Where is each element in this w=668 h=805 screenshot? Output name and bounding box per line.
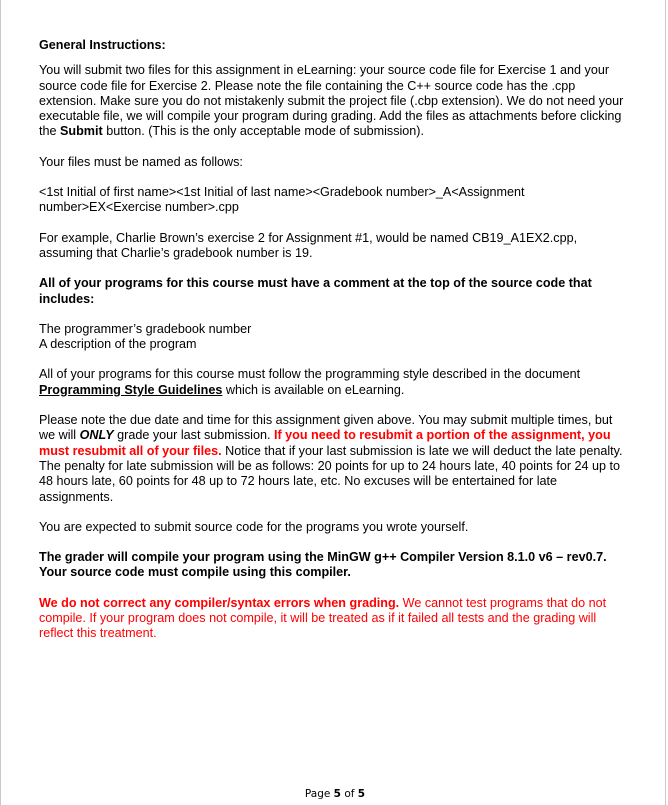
paragraph-style-guidelines: [39, 367, 629, 398]
paragraph-text: We cannot test programs that do not compile. If your program does not compile, it will be treated as if it failed all tests and the grading will reflect this treatment.: [39, 595, 607, 641]
resubmit-warning: If you need to resubmit a portion of the assignment, you must resubmit all of your files.: [39, 428, 611, 458]
paragraph-due-date-policy: [39, 413, 629, 505]
paragraph-naming-example: For example, Charlie Brown’s exercise 2 for Assignment #1, would be named CB19_A1EX2.cpp, assuming that Charlie’s gradebook number is 19.: [39, 230, 578, 260]
paragraph-naming-format: <1st Initial of first name><1st Initial of last name><Gradebook number>_A<Assignment number>EX<Exercise number>.cpp: [39, 185, 525, 215]
paragraph-compiler: The grader will compile your program using the MinGW g++ Compiler Version 8.1.0 v6 – rev0.7. Your source code must compile using this compiler.: [39, 550, 607, 580]
emphasis-only: ONLY: [79, 428, 114, 443]
comment-item-description: A description of the program: [39, 337, 197, 352]
paragraph-submission-files: [39, 63, 629, 139]
submit-button-reference: Submit: [60, 124, 103, 139]
paragraph-own-code: You are expected to submit source code for the programs you wrote yourself.: [39, 519, 469, 534]
paragraph-comment-requirement: All of your programs for this course must have a comment at the top of the source code that includes:: [39, 276, 592, 306]
paragraph-compile-errors: [39, 596, 629, 642]
paragraph-text: Notice that if your last submission is late we will deduct the late penalty. The penalty for late submission will be as follows: 20 points for up to 24 hours late, 40 points for 24 up to 48 hours late, 60 points for 48 up to 72 hours late, etc. No excuses will be entertained for late assignments.: [39, 443, 623, 504]
paragraph-text: grade your last submission.: [113, 428, 274, 443]
page-of-label: of: [340, 788, 358, 800]
comment-item-gradebook: The programmer’s gradebook number: [39, 321, 252, 336]
page-content: [39, 38, 629, 642]
current-page-number: 5: [333, 788, 341, 800]
paragraph-naming-intro: Your files must be named as follows:: [39, 154, 243, 169]
compile-errors-warning: We do not correct any compiler/syntax errors when grading.: [39, 595, 400, 610]
page-footer: [1, 788, 668, 800]
paragraph-text: You will submit two files for this assignment in eLearning: your source code file for Exercise 1 and your source code file for Exercise 2. Please note the file containing the C++ source code has the .cpp extension. Make sure you do not mistakenly submit the project file (.cbp extension). We do not need your executable file, we will compile your program during grading. Add the files as attachments before clicking the: [39, 63, 624, 139]
page-label: Page: [304, 788, 334, 800]
paragraph-comment-items: [39, 322, 629, 353]
paragraph-text: button. (This is the only acceptable mode of submission).: [102, 124, 425, 139]
style-guidelines-link[interactable]: Programming Style Guidelines: [39, 382, 223, 397]
section-heading: General Instructions:: [39, 38, 166, 52]
paragraph-text: Please note the due date and time for this assignment given above. You may submit multiple times, but we will: [39, 413, 613, 443]
total-page-count: 5: [357, 788, 366, 800]
paragraph-text: All of your programs for this course must follow the programming style described in the document: [39, 367, 581, 382]
paragraph-text: which is available on eLearning.: [222, 382, 405, 397]
